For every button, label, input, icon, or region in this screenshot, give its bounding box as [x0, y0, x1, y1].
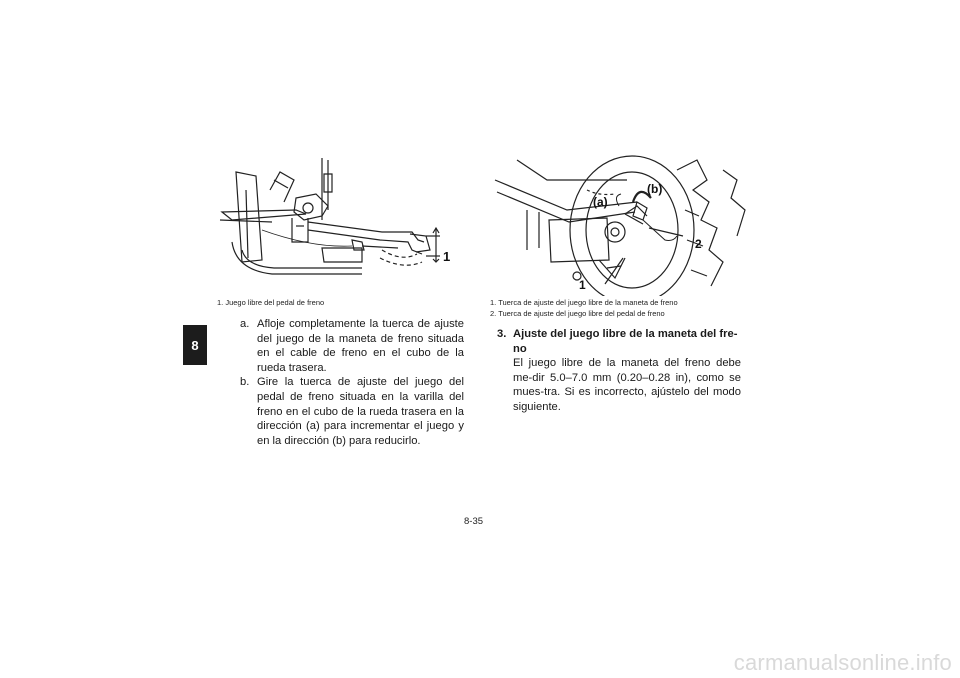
rear-hub-illustration	[487, 150, 747, 296]
watermark: carmanualsonline.info	[733, 650, 952, 675]
page-number: 8-35	[464, 516, 484, 527]
figure-right-caption	[490, 298, 760, 319]
step-marker: a.	[240, 318, 250, 330]
caption-line: 2. Tuerca de ajuste del juego libre del pedal de freno	[490, 308, 665, 318]
section-title: Ajuste del juego libre de la maneta del fre-no	[513, 328, 738, 355]
caption-line: 1. Tuerca de ajuste del juego libre de la maneta de freno	[490, 298, 678, 307]
callout-b: (b)	[647, 182, 663, 196]
section-brake-lever-freeplay	[497, 327, 741, 415]
step-text: Gire la tuerca de ajuste del juego del pedal de freno situada en la varilla del freno en el cubo de la rueda trasera en la dirección (a) para incrementar el juego y en la dirección (b) para reducirlo.	[257, 376, 464, 447]
step-b	[240, 375, 464, 448]
callout-1: 1	[579, 278, 586, 292]
procedure-steps	[240, 317, 464, 448]
step-a	[240, 317, 464, 375]
brake-pedal-illustration	[212, 150, 472, 296]
callout-1: 1	[443, 249, 451, 264]
section-body: El juego libre de la maneta del freno debe me-dir 5.0–7.0 mm (0.20–0.28 in), como se mues-tra. Si es incorrecto, ajústelo del modo siguiente.	[513, 357, 741, 413]
callout-a: (a)	[593, 195, 608, 209]
step-text: Afloje completamente la tuerca de ajuste del juego de la maneta de freno situada en el cable de freno en el cubo de la rueda trasera.	[257, 318, 464, 374]
step-marker: b.	[240, 376, 250, 389]
callout-2: 2	[695, 237, 702, 251]
section-number: 3.	[497, 328, 507, 340]
section-heading	[497, 327, 741, 356]
figure-left-caption	[217, 298, 477, 309]
caption-line: 1. Juego libre del pedal de freno	[217, 298, 325, 307]
chapter-tab: 8	[183, 325, 207, 365]
